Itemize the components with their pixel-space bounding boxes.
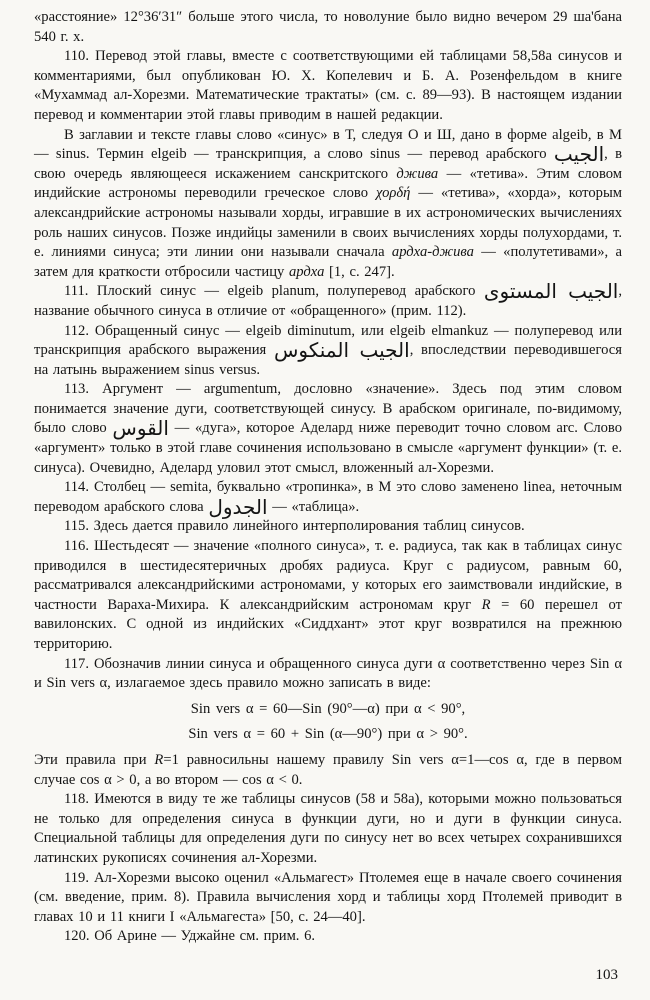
italic-term: ардха-джива xyxy=(391,244,474,261)
italic-term: джива xyxy=(396,165,439,182)
text-run: = 60 перешел от вавилонских. С одной из индийских «Сиддхант» этот круг возвратился на прежнюю территорию. xyxy=(34,596,622,652)
note-110 xyxy=(34,47,622,125)
arabic-term: القوس xyxy=(112,416,169,441)
italic-term: R xyxy=(154,751,164,768)
arabic-term: الجدول xyxy=(208,494,268,519)
text-run: 119. Ал-Хорезми высоко оценил «Альмагест» Птолемея еще в начале своего сочинения (см. введение, прим. 8). Правила вычисления хорд и таблицы хорд Птолемей приводит в главах 10 и 11 книги I «Альмагеста» [50, с. 24—40]. xyxy=(34,869,622,925)
italic-term: χορδή xyxy=(375,185,411,202)
italic-term: R xyxy=(481,596,491,613)
note-111 xyxy=(34,279,622,321)
text-run: — «таблица». xyxy=(267,498,360,515)
text-run: 120. Об Арине — Уджайне см. прим. 6. xyxy=(64,928,316,945)
page-number: 103 xyxy=(595,967,618,983)
text-run: — «тетива». Этим словом индийские астрономы переводили греческое слово xyxy=(34,165,622,202)
text-run: — «полутетивами», а затем для краткости отбросили частицу xyxy=(34,244,622,280)
text-run: =1 равносильны нашему правилу Sin vers α=1—cos α, где в первом случае cos α > 0, а во втором — cos α < 0. xyxy=(34,751,622,788)
text-run: [1, с. 247]. xyxy=(324,263,395,280)
note-110-continuation xyxy=(34,126,622,283)
text-run: — «тетива», «хорда», которым александрийские астрономы называли хорды, игравшие в их астрономических вычислениях роль наших синусов. Позже индийцы заменили в своих вычислениях хорды полухордами, т. е. линиями синуса; эти линии они называли сначала xyxy=(34,185,622,261)
text-run: 112. Обращенный синус — elgeib diminutum, или elgeib elmankuz — полуперевод или транскрипция арабского выражения xyxy=(34,322,622,359)
note-115 xyxy=(34,517,622,537)
note-118 xyxy=(34,790,622,868)
text-run: 113. Аргумент — argumentum, дословно «значение». Здесь под этим словом понимается значение дуги, соответствующей синусу. В арабском оригинале, по-видимому, было слово xyxy=(34,381,622,437)
text-run: , в свою очередь являющееся искажением санскритского xyxy=(34,146,622,182)
note-113 xyxy=(34,380,622,478)
text-run: 110. Перевод этой главы, вместе с соответствующими ей таблицами 58,58а синусов и комментариями, был опубликован Ю. Х. Копелевич и Б. А. Розенфельдом в книге «Мухаммад ал-Хорезми. Математические трактаты» (см. с. 89—93). В настоящем издании перевод и комментарии этой главы приводим в нашей редакции. xyxy=(34,48,622,123)
text-run: Эти правила при xyxy=(34,751,155,768)
text-run: «расстояние» 12°36′31″ больше этого числа, то новолуние было видно вечером 29 ша'бана 540 г. х. xyxy=(34,9,622,45)
note-114 xyxy=(34,478,622,517)
text-run: 118. Имеются в виду те же таблицы синусов (58 и 58а), которыми можно пользоваться не только для определения синуса в функции дуги, но и дуги в функции синуса. Специальной таблицы для определения дуги по синусу нет во всех четырех сохранившихся латинских рукописях сочинения ал-Хорезми. xyxy=(34,791,622,866)
carryover-paragraph xyxy=(34,8,622,47)
formula-2 xyxy=(34,725,622,745)
text-run: Sin vers α = 60 + Sin (α—90°) при α > 90°. xyxy=(188,726,468,743)
note-119 xyxy=(34,869,622,928)
text-run: В заглавии и тексте главы слово «синус» в Т, следуя О и Ш, дано в форме algeib, в М — sinus. Термин elgeib — транскрипция, а слово sinus — перевод арабского xyxy=(34,126,622,163)
text-block xyxy=(34,8,622,947)
text-run: 117. Обозначив линии синуса и обращенного синуса дуги α соответственно через Sin α и Sin vers α, излагаемое здесь правило можно записать в виде: xyxy=(34,655,622,692)
note-112 xyxy=(34,322,622,381)
text-run: , название обычного синуса в отличие от «обращенного» (прим. 112). xyxy=(34,283,622,319)
formula-1 xyxy=(34,700,622,720)
text-run: 111. Плоский синус — elgeib planum, полуперевод арабского xyxy=(64,283,484,300)
arabic-term: الجيب المستوى xyxy=(483,279,619,304)
note-117-continuation xyxy=(34,751,622,790)
text-run: 116. Шестьдесят — значение «полного синуса», т. е. радиуса, так как в таблицах синус приводился в шестидесятеричных дробях радиуса. Круг с радиусом, равным 60, рассматривался александрийскими астрономами, у которых его заимствовали индийские, в частности Вараха-Михира. К александрийским астрономам круг xyxy=(34,538,622,613)
text-run: Sin vers α = 60—Sin (90°—α) при α < 90°, xyxy=(190,700,466,717)
text-run: 115. Здесь дается правило линейного интерполирования таблиц синусов. xyxy=(64,518,525,535)
note-116 xyxy=(34,537,622,655)
text-run: — «дуга», которое Аделард ниже переводит точно словом arc. Слово «аргумент» только в этой главе сочинения использовано в смысле «аргумент функции» (т. е. синуса). Очевидно, Аделард уловил этот смысл, вложенный ал-Хорезми. xyxy=(34,420,622,476)
note-120 xyxy=(34,927,622,947)
note-117 xyxy=(34,655,622,694)
arabic-term: الجيب xyxy=(553,142,605,167)
text-run: 114. Столбец — semita, буквально «тропинка», в М это слово заменено linea, неточным переводом арабского слова xyxy=(34,479,622,515)
arabic-term: الجيب المنكوس xyxy=(273,338,410,363)
italic-term: ардха xyxy=(289,263,325,280)
text-run: , впоследствии переводившегося на латынь выражением sinus versus. xyxy=(34,342,622,378)
